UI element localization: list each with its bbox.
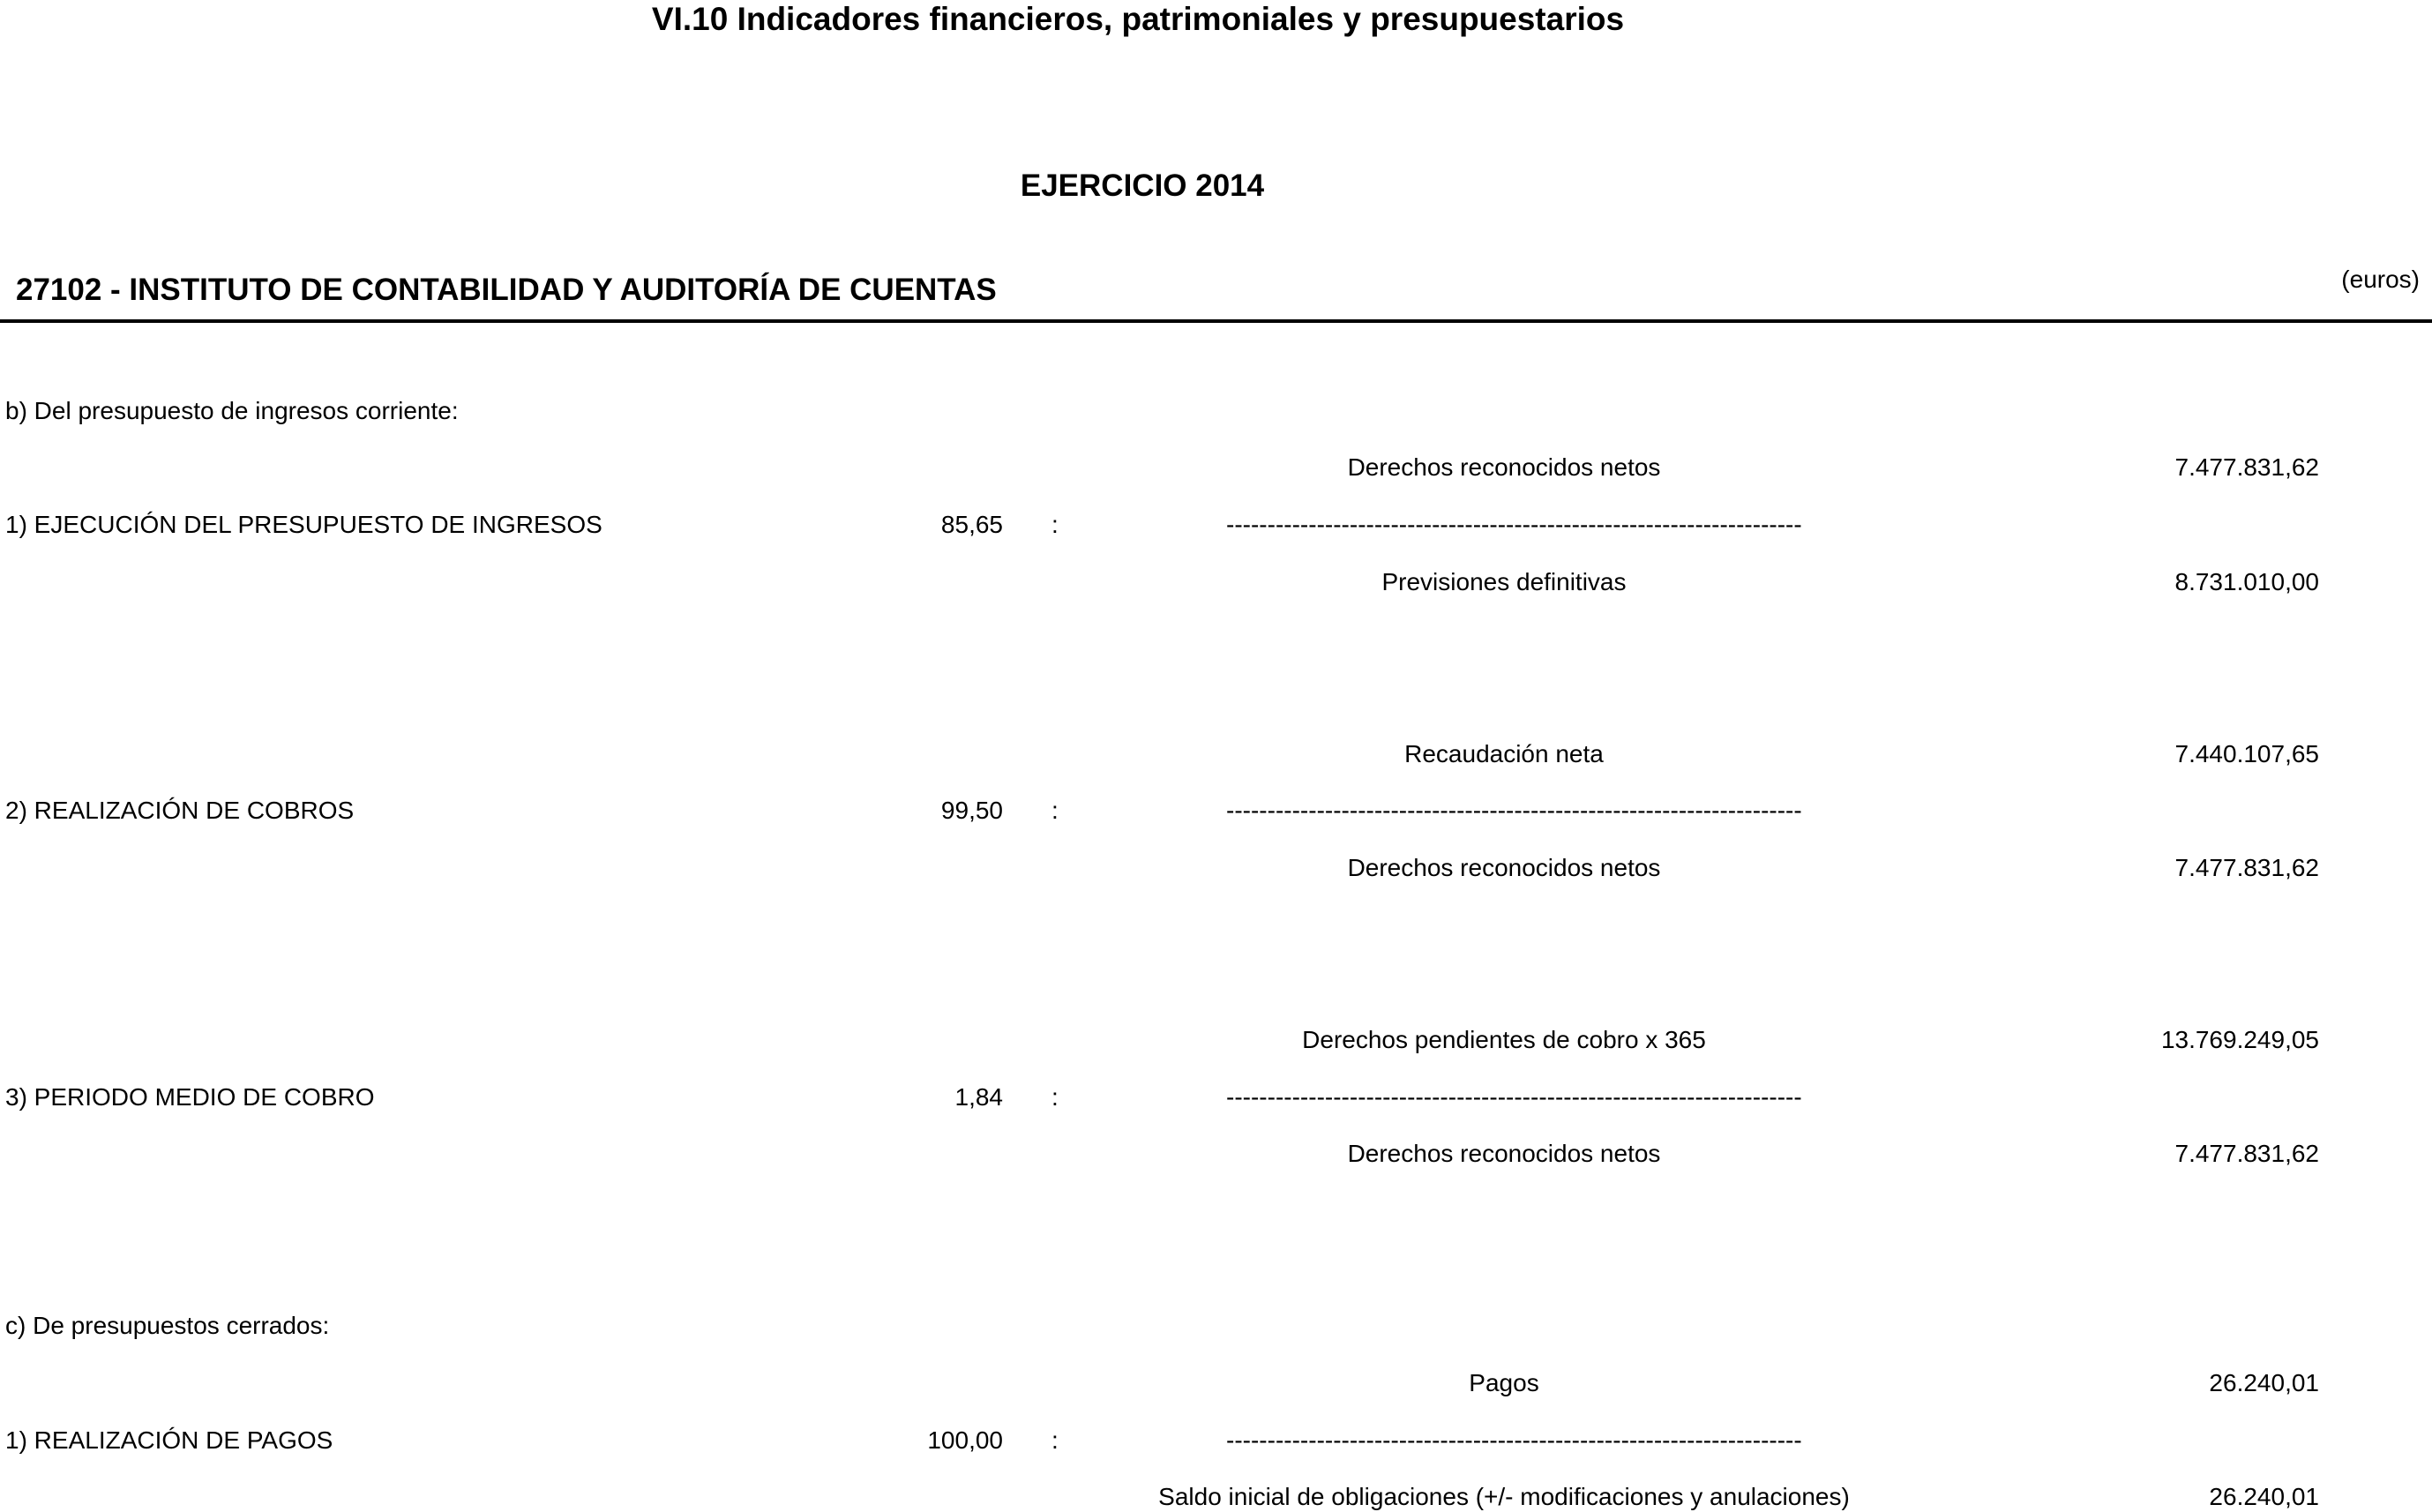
section-title-c: c) De presupuestos cerrados: — [5, 1312, 330, 1339]
indicator-label: 2) REALIZACIÓN DE COBROS — [5, 797, 355, 824]
numerator-label: Pagos — [1469, 1369, 1539, 1396]
fraction-line: ---------------------------------------------------------------------- — [1226, 1083, 1802, 1111]
fraction-line: ---------------------------------------------------------------------- — [1226, 511, 1802, 538]
numerator-amount: 7.477.831,62 — [2174, 453, 2319, 481]
denominator-label: Derechos reconocidos netos — [1347, 1140, 1661, 1167]
fraction-line: ---------------------------------------------------------------------- — [1226, 1426, 1802, 1454]
numerator-amount: 13.769.249,05 — [2160, 1026, 2319, 1053]
numerator-amount: 7.440.107,65 — [2174, 740, 2319, 767]
denominator-label: Saldo inicial de obligaciones (+/- modificaciones y anulaciones) — [1158, 1483, 1850, 1510]
header-divider — [0, 319, 2432, 323]
page-title: VI.10 Indicadores financieros, patrimoniales y presupuestarios — [651, 1, 1625, 37]
indicator-value: 100,00 — [927, 1426, 1003, 1454]
denominator-amount: 8.731.010,00 — [2174, 568, 2319, 595]
denominator-label: Derechos reconocidos netos — [1347, 854, 1661, 881]
indicator-label: 3) PERIODO MEDIO DE COBRO — [5, 1083, 375, 1111]
indicator-label: 1) EJECUCIÓN DEL PRESUPUESTO DE INGRESOS — [5, 511, 602, 538]
entity-name: 27102 - INSTITUTO DE CONTABILIDAD Y AUDITORÍA DE CUENTAS — [16, 273, 997, 307]
colon-separator: : — [1051, 797, 1059, 824]
numerator-label: Derechos pendientes de cobro x 365 — [1302, 1026, 1706, 1053]
colon-separator: : — [1051, 1426, 1059, 1454]
units-label: (euros) — [2341, 266, 2420, 293]
denominator-amount: 26.240,01 — [2209, 1483, 2319, 1510]
denominator-amount: 7.477.831,62 — [2174, 1140, 2319, 1167]
exercise-year: EJERCICIO 2014 — [1020, 168, 1265, 203]
section-title-b: b) Del presupuesto de ingresos corriente: — [5, 397, 459, 424]
denominator-label: Previsiones definitivas — [1381, 568, 1627, 595]
indicator-value: 1,84 — [954, 1083, 1003, 1111]
numerator-label: Derechos reconocidos netos — [1347, 453, 1661, 481]
numerator-label: Recaudación neta — [1404, 740, 1604, 767]
fraction-line: ---------------------------------------------------------------------- — [1226, 797, 1802, 824]
denominator-amount: 7.477.831,62 — [2174, 854, 2319, 881]
indicator-value: 99,50 — [940, 797, 1003, 824]
indicator-label: 1) REALIZACIÓN DE PAGOS — [5, 1426, 333, 1454]
indicator-value: 85,65 — [940, 511, 1003, 538]
colon-separator: : — [1051, 511, 1059, 538]
numerator-amount: 26.240,01 — [2209, 1369, 2319, 1396]
colon-separator: : — [1051, 1083, 1059, 1111]
